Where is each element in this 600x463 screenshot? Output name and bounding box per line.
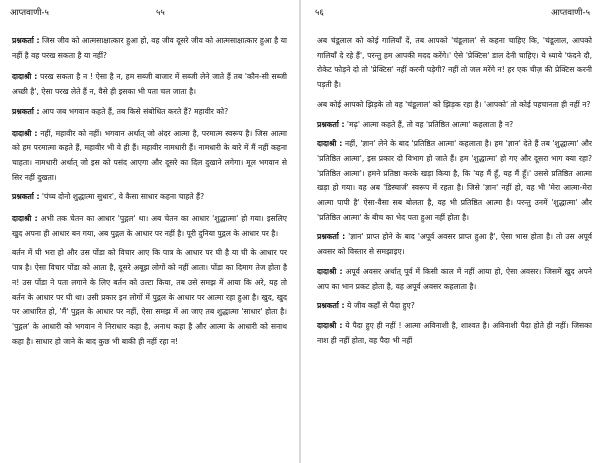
paragraph <box>317 137 592 225</box>
paragraph-text: ये जीव कहाँ से पैदा हुए? <box>344 301 415 311</box>
paragraph-text: जिस जीव को आत्मसाक्षात्कार हुआ हो, वह जीव दूसरे जीव को आत्मसाक्षात्कार हुआ है या नहीं है वह परख सकता है या नहीं? <box>12 36 287 60</box>
right-page <box>309 0 592 463</box>
speaker-label: प्रश्नकर्ता : <box>12 192 40 202</box>
paragraph-text: 'पंच्य दोनो शुद्धात्मा सुधार', वे कैसा साधार कहना चाहते हैं? <box>39 192 205 202</box>
paragraph-text: परख सकता है न ! ऐसा है न, हम सब्जी बाजार में सब्जी लेने जाते हैं तब 'कौन-सी सब्जी अच्छी है', ऐसा परख लेते हैं न, वैसे ही इसका भी पता चल जाता है। <box>12 72 287 97</box>
paragraph <box>12 190 287 205</box>
right-page-number: ५६ <box>315 8 324 18</box>
paragraph <box>317 299 592 314</box>
paragraph-text: अब चंडूलाल को कोई गालियाँ दें, तब आपको 'चंडूलाल' से कहना चाहिए कि, 'चंडूलाल, आपको गालियाँ दे रहे हैं', परन्तु हम आपकी मदद करेंगे।' ऐसे 'प्रेक्टिस' डाल देनी चाहिए। ये ध्याये 'फंदने दौ, रोकेट फोड़ने दो तो 'प्रेक्टिस' नहीं करनी पड़ेगी? नहीं तो जल मरेंगे न! हर एक चीज़ की प्रेक्टिस करनी पड़ती है। <box>317 36 592 90</box>
paragraph <box>12 34 287 63</box>
right-page-header <box>309 6 592 20</box>
right-page-body <box>317 34 592 457</box>
left-page-number: ५५ <box>156 8 165 18</box>
speaker-label: प्रश्नकर्ता : <box>12 106 40 116</box>
left-page <box>4 0 287 463</box>
paragraph-text: आप जब भगवान कहते हैं, तब किसे संबोधित करते हैं? महावीर को? <box>39 106 229 116</box>
speaker-label: प्रश्नकर्ता : <box>317 119 345 129</box>
speaker-label: दादाश्री : <box>317 139 343 149</box>
speaker-label: प्रश्नकर्ता : <box>317 232 346 242</box>
paragraph-text: ये पैदा हुए ही नहीं ! आत्मा अविनाशी है, शाश्वत है। अविनाशी पैदा होते ही नहीं। जिसका नाश ही नहीं होता, वह पैदा भी नहीं <box>317 320 592 345</box>
paragraph <box>12 246 287 349</box>
paragraph <box>12 70 287 99</box>
paragraph-text: नहीं, महावीर को नहीं। भगवान अर्थात् जो अंदर आत्मा है, परमात्म स्वरूप है। जिस आत्मा को हम परमात्मा कहते हैं, महावीर भी वे ही हैं। महावीर नामधारी हैं। नामधारी के बारे में मैं नहीं कहना चाहता। नामधारी अर्थात् जो इस को पसंद आएगा और दूसरे का दिल दुखाने लगेगा। मूल भगवान से सिर नहीं दुखता। <box>12 128 287 182</box>
speaker-label: दादाश्री : <box>12 128 38 138</box>
speaker-label: प्रश्नकर्ता : <box>317 301 345 311</box>
speaker-label: दादाश्री : <box>317 266 343 276</box>
paragraph-text: 'ज्ञान' प्राप्त होने के बाद 'अपूर्व अवसर प्राप्त हुआ है', ऐसा भास होता है। तो उस अपूर्व अवसर को विस्तार से समझाइए। <box>317 232 592 257</box>
paragraph <box>317 230 592 259</box>
paragraph-text: 'मढ़' आत्मा कहते हैं, तो वह 'प्रतिष्ठित आत्मा' कहलाता है न? <box>344 119 514 129</box>
speaker-label: प्रश्नकर्ता : <box>12 36 40 45</box>
paragraph <box>317 265 592 294</box>
left-page-body <box>12 34 287 457</box>
left-page-header <box>4 6 287 20</box>
paragraph-text: नहीं, 'ज्ञान' लेने के बाद 'प्रतिष्ठित आत्मा' कहलाता है। हम 'ज्ञान' देते हैं तब 'शुद्धात्मा' और 'प्रतिष्ठित आत्मा', इस प्रकार दो विभाग हो जाते हैं। हम 'शुद्धात्मा' हो गए और दूसरा भाग क्या रहा? 'प्रतिष्ठित आत्मा'। हमने प्रतिष्ठा करके खड़ा किया है, कि 'यह मैं हूँ, यह मैं हूँ।' उससे प्रतिष्ठित आत्मा खड़ा हो गया। वह अब 'डिस्चार्ज' स्वरूप में रहता है। जिसे 'ज्ञान' नहीं हो, वह भी 'मेरा आत्मा-मेरा आत्मा पापी है' ऐसा-वैसा सब बोलता है, वह भी प्रतिष्ठित आत्मा है। परन्तु उनमें 'शुद्धात्मा' और 'प्रतिष्ठित आत्मा' के बीच का भेद पता हुआ नहीं होता है। <box>317 139 592 222</box>
speaker-label: दादाश्री : <box>12 72 38 82</box>
speaker-label: दादाश्री : <box>12 214 38 224</box>
paragraph <box>317 98 592 113</box>
paragraph-text: बर्तन में घी भरा हो और उस पोंडा को विचार आए कि पात्र के आधार पर घी है या घी के आधार पर पात्र है। ऐसा विचार पोंडा को आता है, दूसरे अबूझ लोगों को नहीं आता। पोंडा का दिमाग तेज होता है न! उस पोंडा ने पता लगाने के लिए बर्तन को उल्टा किया, तब उसे समझ में आया कि अरे, यह तो बर्तन के आधार पर घी था। उसी प्रकार इन लोगों में पुद्गल के आधार पर आत्मा रहा हुआ है। खुद, खुद पर आधारित हो, 'मैं' पुद्गल के आधार पर नहीं, ऐसा समझ में आ जाए तब शुद्धात्मा 'साधार' होता है। 'पुद्गल' के आधारी को भगवान ने निराधार कहा है, अनाथ कहा है और आत्मा के आधारी को सनाथ कहा है। साधार हो जाने के बाद कुछ भी बाकी ही नहीं रहा न! <box>12 248 287 346</box>
paragraph-text: अपूर्व अवसर अर्थात् पूर्व में किसी काल में नहीं आया हो, ऐसा अवसर। जिसमें खुद अपने आप का भान प्रकट होता है, वह अपूर्व अवसर कहलाता है। <box>317 266 592 291</box>
left-header-title: आप्तवाणी-५ <box>10 8 49 18</box>
paragraph <box>12 105 287 120</box>
paragraph <box>317 34 592 93</box>
paragraph <box>12 212 287 241</box>
speaker-label: दादाश्री : <box>317 320 343 330</box>
paragraph <box>317 319 592 348</box>
right-header-title: आप्तवाणी-५ <box>551 8 590 18</box>
paragraph <box>317 118 592 133</box>
book-gutter <box>299 0 301 463</box>
paragraph-text: अभी तक चेतन का आधार 'पुद्गल' था। अब चेतन का आधार 'शुद्धात्मा' हो गया। इसलिए खुद अपना ही आधार बन गया, अब पुद्गल के आधार पर नहीं है। पूरी दुनिया पुद्गल के आधार पर है। <box>12 214 287 238</box>
paragraph-text: अब कोई आपको झिड़के तो वह 'चंडूलाल' को झिड़क रहा है। 'आपको' तो कोई पहचानता ही नहीं न? <box>317 99 591 109</box>
paragraph <box>12 127 287 186</box>
